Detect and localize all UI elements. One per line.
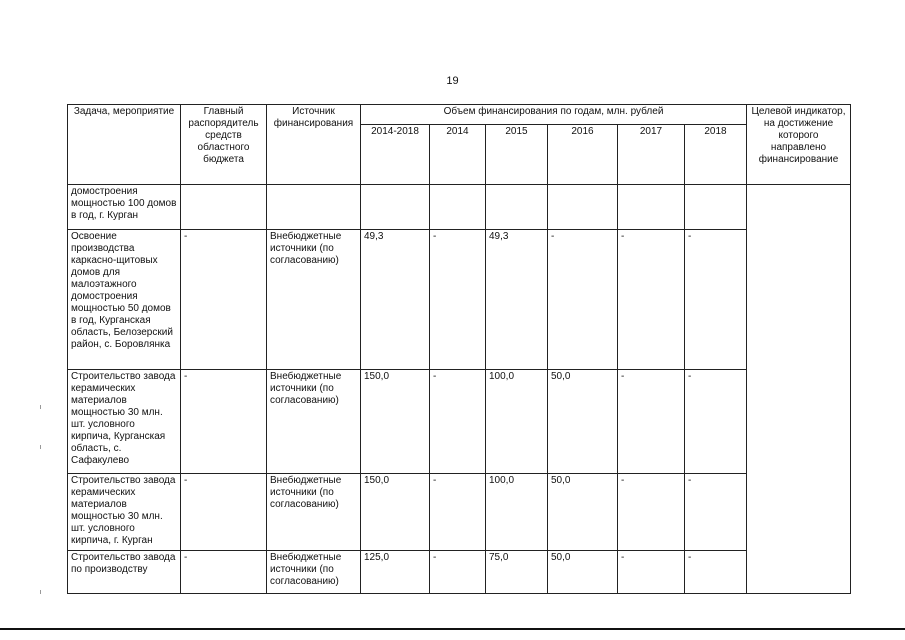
- header-year: 2018: [685, 125, 747, 185]
- cell-task: домостроения мощностью 100 домов в год, г. Курган: [68, 185, 181, 230]
- cell-task: Строительство завода керамических материалов мощностью 30 млн. шт. условного кирпича, г. Курган: [68, 474, 181, 551]
- bottom-rule: [0, 628, 905, 630]
- cell-task: Строительство завода по производству: [68, 551, 181, 594]
- cell-task: Строительство завода керамических материалов мощностью 30 млн. шт. условного кирпича, Курганская область, с. Сафакулево: [68, 370, 181, 474]
- header-year: 2017: [618, 125, 685, 185]
- header-manager: Главный распорядитель средств областного бюджета: [181, 105, 267, 185]
- cell-value: -: [685, 474, 747, 551]
- header-year: 2014: [430, 125, 486, 185]
- cell-value: -: [430, 370, 486, 474]
- cell-value: -: [430, 474, 486, 551]
- header-source: Источник финансирования: [267, 105, 361, 185]
- header-year: 2016: [548, 125, 618, 185]
- cell-value: -: [685, 230, 747, 370]
- cell-manager: -: [181, 551, 267, 594]
- cell-value: [430, 185, 486, 230]
- cell-value: -: [548, 230, 618, 370]
- cell-value: -: [618, 230, 685, 370]
- cell-manager: -: [181, 370, 267, 474]
- cell-manager: -: [181, 230, 267, 370]
- cell-value: -: [618, 474, 685, 551]
- cell-value: 49,3: [486, 230, 548, 370]
- cell-value: 50,0: [548, 474, 618, 551]
- scan-mark: [40, 405, 41, 409]
- header-year: 2015: [486, 125, 548, 185]
- cell-value: 75,0: [486, 551, 548, 594]
- header-indicator: Целевой индикатор, на достижение которого направлено финансирование: [747, 105, 851, 185]
- cell-value: [618, 185, 685, 230]
- cell-source: Внебюджетные источники (по согласованию): [267, 551, 361, 594]
- cell-value: -: [618, 370, 685, 474]
- cell-task: Освоение производства каркасно-щитовых домов для малоэтажного домостроения мощностью 50 домов в год, Курганская область, Белозерский район, с. Боровлянка: [68, 230, 181, 370]
- cell-value: [361, 185, 430, 230]
- cell-value: 49,3: [361, 230, 430, 370]
- table-row: [68, 185, 851, 230]
- cell-value: 50,0: [548, 551, 618, 594]
- cell-value: [486, 185, 548, 230]
- scan-mark: [40, 445, 41, 449]
- cell-value: -: [618, 551, 685, 594]
- cell-source: Внебюджетные источники (по согласованию): [267, 474, 361, 551]
- table-row: [68, 474, 851, 551]
- cell-source: Внебюджетные источники (по согласованию): [267, 370, 361, 474]
- cell-value: 150,0: [361, 474, 430, 551]
- cell-value: [548, 185, 618, 230]
- page-number: 19: [446, 75, 459, 87]
- cell-value: -: [430, 230, 486, 370]
- financing-table: [67, 104, 851, 594]
- scan-mark: [40, 590, 41, 594]
- table-row: [68, 370, 851, 474]
- cell-value: -: [430, 551, 486, 594]
- cell-value: 100,0: [486, 370, 548, 474]
- cell-source: Внебюджетные источники (по согласованию): [267, 230, 361, 370]
- header-volume: Объем финансирования по годам, млн. рублей: [361, 105, 747, 125]
- cell-manager: [181, 185, 267, 230]
- cell-manager: -: [181, 474, 267, 551]
- cell-value: -: [685, 551, 747, 594]
- cell-value: [685, 185, 747, 230]
- cell-source: [267, 185, 361, 230]
- cell-value: -: [685, 370, 747, 474]
- table-row: [68, 551, 851, 594]
- header-task: Задача, мероприятие: [68, 105, 181, 185]
- cell-value: 100,0: [486, 474, 548, 551]
- header-year: 2014-2018: [361, 125, 430, 185]
- cell-indicator: [747, 185, 851, 594]
- cell-value: 125,0: [361, 551, 430, 594]
- cell-value: 50,0: [548, 370, 618, 474]
- cell-value: 150,0: [361, 370, 430, 474]
- table-row: [68, 230, 851, 370]
